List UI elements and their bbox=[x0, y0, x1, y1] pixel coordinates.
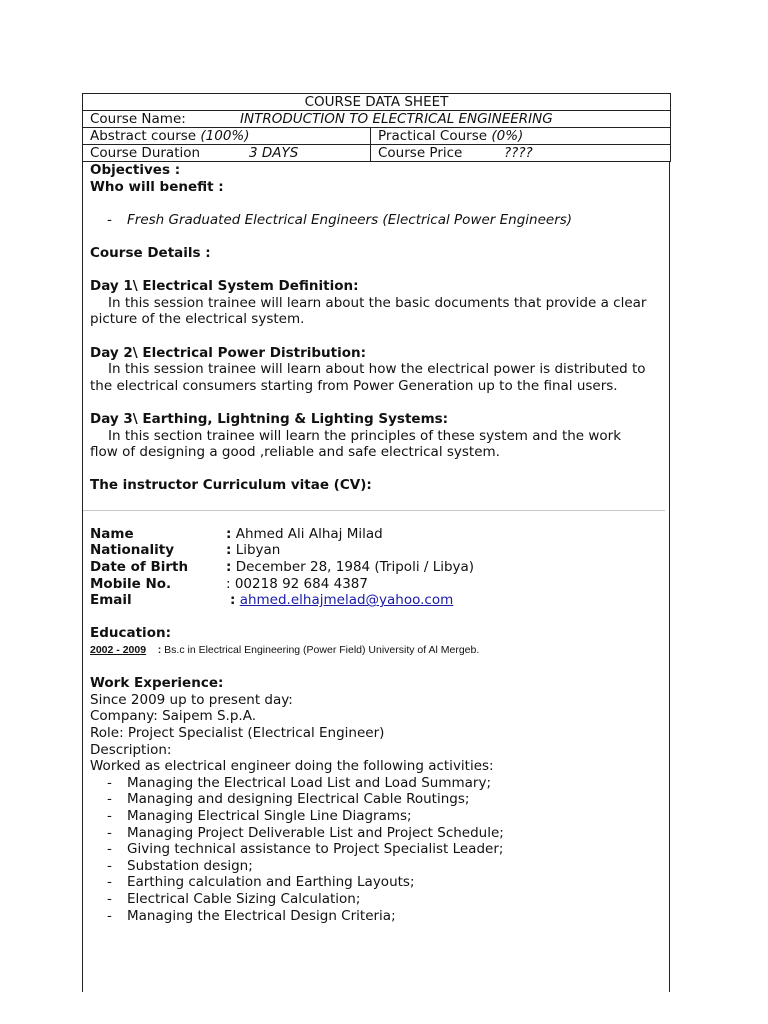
practical-course-cell bbox=[371, 128, 671, 145]
activity-item bbox=[90, 775, 669, 792]
cv-dob-label: Date of Birth bbox=[90, 559, 189, 576]
education-degree: Bs.c in Electrical Engineering (Power Field) University of Al Mergeb. bbox=[164, 644, 480, 657]
activity-item bbox=[90, 858, 669, 875]
cv-mobile-value: : 00218 92 684 4387 bbox=[226, 575, 368, 592]
cv-nationality-row bbox=[90, 542, 669, 559]
cv-name-row bbox=[90, 526, 669, 543]
cv-dob-value: December 28, 1984 (Tripoli / Libya) bbox=[235, 559, 475, 576]
activity-item bbox=[90, 791, 669, 808]
day1-line1: In this session trainee will learn about the basic documents that provide a clear bbox=[108, 294, 647, 311]
abstract-course-value: (100%) bbox=[200, 128, 250, 144]
activity-text: Electrical Cable Sizing Calculation; bbox=[127, 890, 361, 907]
activity-item bbox=[90, 891, 669, 908]
course-duration-label: Course Duration bbox=[90, 145, 201, 161]
cv-mobile-row bbox=[90, 576, 669, 593]
practical-course-label: Practical Course bbox=[378, 128, 488, 144]
activity-item bbox=[90, 808, 669, 825]
section-divider bbox=[83, 510, 665, 511]
benefit-item bbox=[90, 212, 669, 229]
activity-text: Managing and designing Electrical Cable Routings; bbox=[127, 791, 470, 808]
work-experience-heading: Work Experience: bbox=[90, 675, 224, 692]
practical-course-value: (0%) bbox=[491, 128, 524, 144]
day3-line2: flow of designing a good ,reliable and safe electrical system. bbox=[90, 444, 500, 461]
benefit-item-text: Fresh Graduated Electrical Engineers (Electrical Power Engineers) bbox=[127, 211, 573, 228]
cv-name-label: Name bbox=[90, 525, 134, 542]
cv-email-link[interactable]: ahmed.elhajmelad@yahoo.com bbox=[239, 592, 454, 609]
cv-heading: The instructor Curriculum vitae (CV): bbox=[90, 477, 372, 494]
education-entry bbox=[90, 642, 669, 659]
cv-email-colon: : bbox=[230, 592, 236, 609]
bullet-dash: - bbox=[107, 211, 112, 228]
work-description-label: Description: bbox=[90, 741, 172, 758]
bullet-dash: - bbox=[107, 874, 112, 891]
activity-text: Earthing calculation and Earthing Layouts; bbox=[127, 874, 415, 891]
education-colon: : bbox=[157, 644, 162, 657]
cv-nationality-colon: : bbox=[226, 542, 232, 559]
cv-dob-colon: : bbox=[226, 559, 232, 576]
course-details-heading: Course Details : bbox=[90, 244, 211, 261]
day3-line1: In this section trainee will learn the principles of these system and the work bbox=[108, 427, 622, 444]
objectives-heading: Objectives : bbox=[90, 162, 181, 178]
bullet-dash: - bbox=[107, 907, 112, 924]
sheet-title: COURSE DATA SHEET bbox=[83, 94, 671, 111]
work-role: Role: Project Specialist (Electrical Engineer) bbox=[90, 725, 385, 741]
abstract-course-cell bbox=[83, 128, 371, 145]
activity-item bbox=[90, 841, 669, 858]
bullet-dash: - bbox=[107, 824, 112, 841]
course-price-value: ???? bbox=[504, 145, 533, 161]
work-since: Since 2009 up to present day: bbox=[90, 691, 293, 708]
education-heading: Education: bbox=[90, 625, 171, 642]
day1-line2: picture of the electrical system. bbox=[90, 311, 305, 328]
cv-email-row bbox=[90, 592, 669, 609]
bullet-dash: - bbox=[107, 774, 112, 791]
course-price-cell bbox=[371, 145, 671, 162]
course-price-label: Course Price bbox=[378, 145, 463, 161]
activity-text: Managing Project Deliverable List and Project Schedule; bbox=[127, 824, 504, 841]
day2-line2: the electrical consumers starting from Power Generation up to the final users. bbox=[90, 377, 618, 394]
education-years: 2002 - 2009 bbox=[90, 644, 147, 657]
activity-item bbox=[90, 825, 669, 842]
cv-name-colon: : bbox=[226, 525, 232, 542]
cv-nationality-label: Nationality bbox=[90, 542, 174, 559]
day3-title: Day 3\ Earthing, Lightning & Lighting Systems: bbox=[90, 410, 449, 427]
bullet-dash: - bbox=[107, 841, 112, 858]
course-name-value: INTRODUCTION TO ELECTRICAL ENGINEERING bbox=[240, 111, 553, 127]
work-summary: Worked as electrical engineer doing the following activities: bbox=[90, 758, 494, 775]
course-duration-cell bbox=[83, 145, 371, 162]
bullet-dash: - bbox=[107, 791, 112, 808]
activity-item bbox=[90, 908, 669, 925]
abstract-course-label: Abstract course bbox=[90, 128, 197, 144]
cv-email-label: Email bbox=[90, 592, 132, 609]
cv-nationality-value: Libyan bbox=[235, 542, 281, 559]
bullet-dash: - bbox=[107, 857, 112, 874]
work-company: Company: Saipem S.p.A. bbox=[90, 708, 257, 725]
bullet-dash: - bbox=[107, 807, 112, 824]
activity-text: Managing the Electrical Load List and Load Summary; bbox=[127, 774, 491, 791]
activity-text: Giving technical assistance to Project Specialist Leader; bbox=[127, 841, 504, 858]
day2-title: Day 2\ Electrical Power Distribution: bbox=[90, 344, 367, 361]
course-header-table bbox=[82, 93, 671, 162]
course-duration-value: 3 DAYS bbox=[249, 145, 299, 161]
day2-line1: In this session trainee will learn about how the electrical power is distributed to bbox=[108, 361, 646, 378]
course-name-row bbox=[83, 111, 671, 128]
cv-name-value: Ahmed Ali Alhaj Milad bbox=[235, 525, 383, 542]
who-will-benefit-heading: Who will benefit : bbox=[90, 178, 224, 195]
day1-title: Day 1\ Electrical System Definition: bbox=[90, 278, 359, 295]
course-name-label: Course Name: bbox=[90, 111, 186, 127]
course-data-sheet bbox=[82, 93, 670, 973]
activity-text: Managing Electrical Single Line Diagrams; bbox=[127, 807, 412, 824]
sheet-body bbox=[82, 162, 670, 992]
cv-dob-row bbox=[90, 559, 669, 576]
bullet-dash: - bbox=[107, 890, 112, 907]
activity-text: Substation design; bbox=[127, 857, 253, 874]
activity-text: Managing the Electrical Design Criteria; bbox=[127, 907, 396, 924]
cv-mobile-label: Mobile No. bbox=[90, 575, 172, 592]
activity-item bbox=[90, 874, 669, 891]
